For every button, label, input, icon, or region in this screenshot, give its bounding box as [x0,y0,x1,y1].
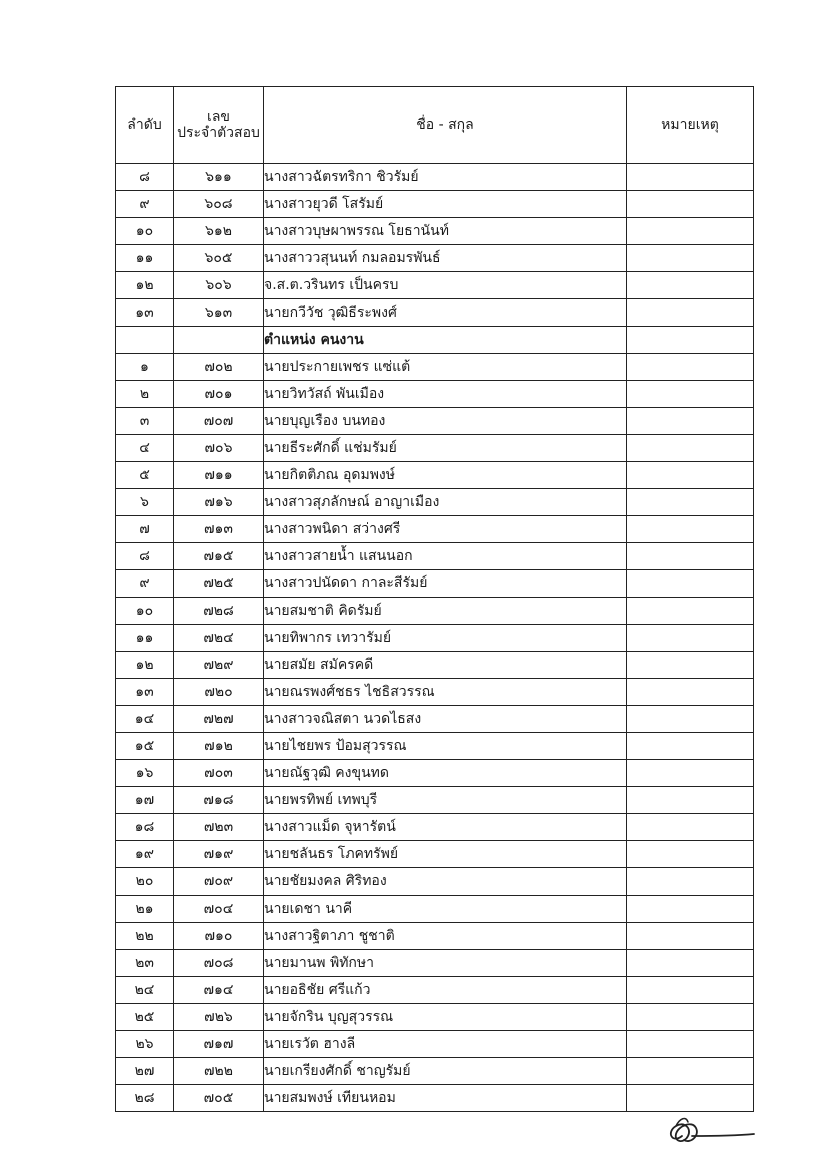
row-name-cell: นายมานพ พิทักษา [264,949,627,976]
row-remark-cell [627,462,754,489]
row-remark-cell [627,1058,754,1085]
row-seq-cell: ๑๑ [116,245,174,272]
row-exam-code-cell: ๖๑๒ [174,218,264,245]
row-remark-cell [627,651,754,678]
row-exam-code-cell: ๖๐๕ [174,245,264,272]
row-seq-cell: ๑ [116,353,174,380]
row-exam-code-cell: ๗๒๗ [174,705,264,732]
row-name-cell: จ.ส.ต.วรินทร เป็นครบ [264,272,627,299]
row-seq-cell: ๘ [116,164,174,191]
row-exam-code-cell: ๖๑๑ [174,164,264,191]
row-remark-cell [627,597,754,624]
table-row [116,1031,754,1058]
table-row [116,624,754,651]
row-remark-cell [627,407,754,434]
row-exam-code-cell: ๗๑๕ [174,543,264,570]
table-row [116,1058,754,1085]
row-name-cell: นายบุญเรือง บนทอง [264,407,627,434]
header-exam-code-line1: เลข [207,109,230,125]
row-exam-code-cell: ๗๒๐ [174,678,264,705]
row-name-cell: นายกิตติภณ อุดมพงษ์ [264,462,627,489]
row-seq-cell: ๒๘ [116,1085,174,1112]
row-remark-cell [627,380,754,407]
row-exam-code-cell: ๗๐๖ [174,434,264,461]
row-name-cell: นายประกายเพชร แซ่แต้ [264,353,627,380]
table-row [116,570,754,597]
row-name-cell: นายเดชา นาคี [264,895,627,922]
row-seq-cell: ๑๙ [116,841,174,868]
row-seq-cell: ๔ [116,434,174,461]
row-name-cell: นายชัยมงคล ศิริทอง [264,868,627,895]
row-seq-cell: ๑๒ [116,651,174,678]
table-row [116,245,754,272]
row-name-cell: นางสาวสายน้ำ แสนนอก [264,543,627,570]
row-exam-code-cell: ๗๑๐ [174,922,264,949]
row-remark-cell [627,895,754,922]
row-name-cell: นายเกรียงศักดิ์ ชาญรัมย์ [264,1058,627,1085]
row-exam-code-cell: ๗๑๘ [174,787,264,814]
row-seq-cell: ๒๔ [116,976,174,1003]
row-name-cell: นางสาววสุนนท์ กมลอมรพันธ์ [264,245,627,272]
row-exam-code-cell: ๗๐๗ [174,407,264,434]
section-title: ตำแหน่ง คนงาน [264,326,627,353]
table-row [116,353,754,380]
row-seq-cell: ๘ [116,543,174,570]
row-seq-cell: ๑๘ [116,814,174,841]
row-remark-cell [627,922,754,949]
row-name-cell: นายจักริน บุญสุวรรณ [264,1003,627,1030]
row-seq-cell: ๑๓ [116,678,174,705]
table-row [116,191,754,218]
row-seq-cell: ๙ [116,191,174,218]
row-exam-code-cell: ๗๑๙ [174,841,264,868]
row-exam-code-cell: ๗๐๙ [174,868,264,895]
row-name-cell: นายพรทิพย์ เทพบุรี [264,787,627,814]
table-row [116,489,754,516]
row-exam-code-cell [174,326,264,353]
row-seq-cell: ๑๑ [116,624,174,651]
row-remark-cell [627,434,754,461]
header-remark: หมายเหตุ [627,87,754,164]
table-row [116,516,754,543]
row-exam-code-cell: ๗๒๓ [174,814,264,841]
row-name-cell: นายทิพากร เทวารัมย์ [264,624,627,651]
row-exam-code-cell: ๗๒๒ [174,1058,264,1085]
row-remark-cell [627,489,754,516]
table-row [116,651,754,678]
row-seq-cell: ๑๐ [116,597,174,624]
table-row [116,841,754,868]
row-remark-cell [627,570,754,597]
header-seq: ลำดับ [116,87,174,164]
row-remark-cell [627,1085,754,1112]
row-exam-code-cell: ๗๒๖ [174,1003,264,1030]
table-row [116,760,754,787]
row-remark-cell [627,841,754,868]
row-exam-code-cell: ๗๐๘ [174,949,264,976]
row-remark-cell [627,326,754,353]
row-name-cell: นายกวีวัช วุฒิธีระพงศ์ [264,299,627,326]
row-exam-code-cell: ๗๐๑ [174,380,264,407]
table-row [116,380,754,407]
row-remark-cell [627,976,754,1003]
row-exam-code-cell: ๗๒๔ [174,624,264,651]
table-row [116,164,754,191]
section-header-row [116,326,754,353]
header-exam-code [174,87,264,164]
row-exam-code-cell: ๗๑๑ [174,462,264,489]
row-name-cell: นางสาวสุภลักษณ์ อาญาเมือง [264,489,627,516]
row-seq-cell: ๗ [116,516,174,543]
row-remark-cell [627,353,754,380]
table-row [116,949,754,976]
row-seq-cell: ๒๐ [116,868,174,895]
row-exam-code-cell: ๗๐๒ [174,353,264,380]
row-name-cell: นางสาวพนิดา สว่างศรี [264,516,627,543]
row-name-cell: นายวิทวัสถ์ พันเมือง [264,380,627,407]
row-remark-cell [627,624,754,651]
row-remark-cell [627,245,754,272]
row-seq-cell: ๓ [116,407,174,434]
row-remark-cell [627,705,754,732]
row-seq-cell: ๑๔ [116,705,174,732]
header-exam-code-line2: ประจำตัวสอบ [177,125,260,141]
row-remark-cell [627,732,754,759]
table-row [116,678,754,705]
row-name-cell: นางสาวฐิตาภา ชูชาติ [264,922,627,949]
row-name-cell: นายสมัย สมัครคดี [264,651,627,678]
table-row [116,434,754,461]
row-seq-cell: ๒๒ [116,922,174,949]
row-exam-code-cell: ๖๑๓ [174,299,264,326]
table-header-row [116,87,754,164]
row-remark-cell [627,949,754,976]
row-name-cell: นางสาวบุษผาพรรณ โยธานันท์ [264,218,627,245]
table-row [116,922,754,949]
row-name-cell: นายชลันธร โภคทรัพย์ [264,841,627,868]
candidate-table [115,86,754,1112]
row-seq-cell: ๑๐ [116,218,174,245]
row-seq-cell: ๒๓ [116,949,174,976]
row-remark-cell [627,218,754,245]
row-name-cell: นายธีระศักดิ์ แช่มรัมย์ [264,434,627,461]
row-name-cell: นายอธิชัย ศรีแก้ว [264,976,627,1003]
table-row [116,976,754,1003]
table-row [116,218,754,245]
row-seq-cell: ๒๕ [116,1003,174,1030]
row-name-cell: นางสาวยุวดี โสรัมย์ [264,191,627,218]
row-seq-cell: ๑๕ [116,732,174,759]
table-row [116,732,754,759]
row-seq-cell [116,326,174,353]
row-exam-code-cell: ๖๐๘ [174,191,264,218]
row-remark-cell [627,164,754,191]
row-seq-cell: ๒๖ [116,1031,174,1058]
row-exam-code-cell: ๗๑๗ [174,1031,264,1058]
row-exam-code-cell: ๗๐๔ [174,895,264,922]
row-seq-cell: ๑๗ [116,787,174,814]
row-seq-cell: ๙ [116,570,174,597]
row-seq-cell: ๒ [116,380,174,407]
row-seq-cell: ๑๖ [116,760,174,787]
row-seq-cell: ๒๑ [116,895,174,922]
row-name-cell: นายเรวัต ฮางลี [264,1031,627,1058]
row-exam-code-cell: ๗๒๕ [174,570,264,597]
row-name-cell: นายไชยพร ป้อมสุวรรณ [264,732,627,759]
row-exam-code-cell: ๗๒๙ [174,651,264,678]
header-full-name: ชื่อ - สกุล [264,87,627,164]
row-exam-code-cell: ๗๑๖ [174,489,264,516]
row-remark-cell [627,760,754,787]
row-name-cell: นายสมชาติ คิดรัมย์ [264,597,627,624]
row-remark-cell [627,1031,754,1058]
table-row [116,272,754,299]
row-name-cell: นางสาวจณิสตา นวดไธสง [264,705,627,732]
row-exam-code-cell: ๗๐๓ [174,760,264,787]
table-row [116,462,754,489]
table-row [116,814,754,841]
row-exam-code-cell: ๗๑๔ [174,976,264,1003]
table-row [116,597,754,624]
table-body [116,164,754,1112]
row-name-cell: นายสมพงษ์ เทียนหอม [264,1085,627,1112]
table-row [116,299,754,326]
row-exam-code-cell: ๗๑๒ [174,732,264,759]
row-remark-cell [627,543,754,570]
row-remark-cell [627,678,754,705]
table-row [116,787,754,814]
row-seq-cell: ๖ [116,489,174,516]
row-exam-code-cell: ๗๒๘ [174,597,264,624]
row-seq-cell: ๒๗ [116,1058,174,1085]
row-name-cell: นายณัฐวุฒิ คงขุนทด [264,760,627,787]
table-row [116,543,754,570]
row-name-cell: นางสาวแม็ด จุหารัตน์ [264,814,627,841]
row-remark-cell [627,516,754,543]
row-remark-cell [627,868,754,895]
table-row [116,407,754,434]
handwritten-signature [662,1114,762,1148]
row-exam-code-cell: ๖๐๖ [174,272,264,299]
row-name-cell: นางสาวปนัดดา กาละสีรัมย์ [264,570,627,597]
table-row [116,705,754,732]
row-name-cell: นางสาวฉัตรทริกา ชิวรัมย์ [264,164,627,191]
row-remark-cell [627,191,754,218]
row-remark-cell [627,787,754,814]
row-exam-code-cell: ๗๑๓ [174,516,264,543]
table-row [116,895,754,922]
table-row [116,868,754,895]
row-seq-cell: ๕ [116,462,174,489]
table-row [116,1003,754,1030]
row-remark-cell [627,814,754,841]
row-exam-code-cell: ๗๐๕ [174,1085,264,1112]
row-remark-cell [627,272,754,299]
row-name-cell: นายณรพงศ์ชธร ไชธิสวรรณ [264,678,627,705]
row-remark-cell [627,1003,754,1030]
row-remark-cell [627,299,754,326]
row-seq-cell: ๑๓ [116,299,174,326]
row-seq-cell: ๑๒ [116,272,174,299]
table-row [116,1085,754,1112]
